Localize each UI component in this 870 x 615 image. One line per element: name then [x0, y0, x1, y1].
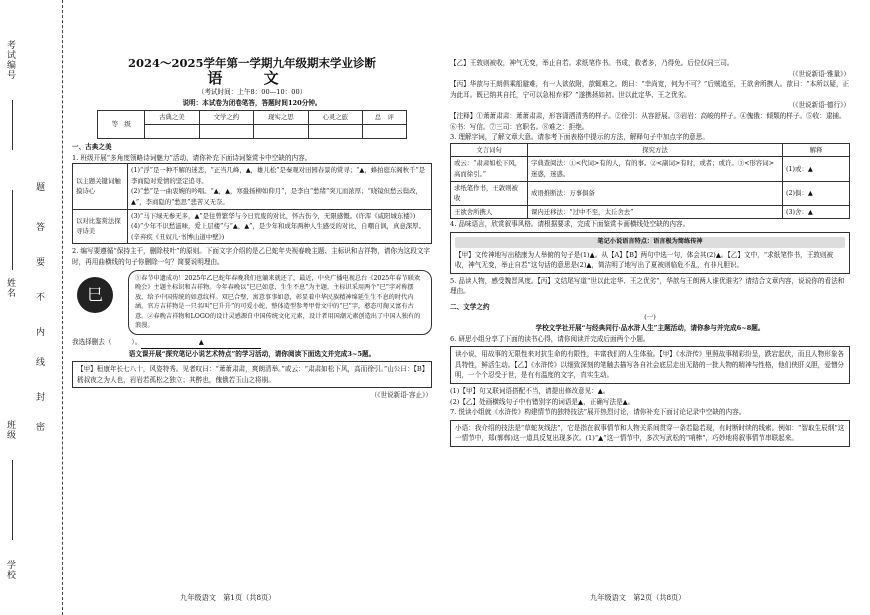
section-2-heading: 二、文学之约	[450, 302, 490, 311]
passage-a: 【甲】桓康年长七八十，风姿特秀。见者叹曰：“萧萧肃肃，爽朗清举。”或云：“肃肃如松下风，高而徐引。”山公曰：【B】嵇叔夜之为人也，岩岩若孤松之独立；其醉也，傀俄若玉山之将崩。	[72, 361, 432, 388]
score-cell[interactable]	[199, 124, 253, 138]
binding-strip	[0, 0, 63, 615]
exam-number-line	[12, 100, 13, 150]
q6-stem: 6. 研思小组分享了下面的读书心得，请你阅读并完成后面两个小题。	[450, 334, 650, 343]
exam-number-label: 考试编号	[5, 40, 15, 80]
q4-card	[450, 232, 850, 274]
passage-c-source: （《世说新语·德行》）	[788, 101, 850, 110]
q7-stem: 7. 悦读小组就《水浒传》构建情节的独特技法”展开热烈讨论，请你补充下面讨论记录中空缺的内容。	[450, 408, 746, 417]
score-col: 现实之思	[254, 111, 308, 125]
page-footer-2: 九年级语文 第2页（共8页）	[590, 593, 686, 602]
q3-phrase: 王欲舍所携人	[451, 205, 528, 219]
exam-notes: 说明：本试卷为闭卷笔答，答题时间120分钟。	[182, 98, 322, 107]
q3-method: 成语推断法：万事俱备	[528, 181, 783, 205]
score-cell[interactable]	[308, 124, 362, 138]
delete-answer-blank[interactable]: ▲	[141, 337, 261, 349]
q4-stem: 4. 品味语言，欣赏叙事风格。请根据要求，完成下面鉴赏卡画横线处空缺的内容。	[450, 220, 690, 229]
q3-phrase: 或云：“肃肃如松下风，高而徐引。”	[451, 157, 528, 181]
score-col: 心灵之旅	[308, 111, 362, 125]
seal-char: 内	[36, 328, 46, 338]
q5-stem: 5. 品读人物，感受魏晋风度。【丙】文结尾写道“世以此定华、王之优劣”，华歆与王朗两人谁优谁劣？请结合文章内容，说说你的看法和理由。	[450, 276, 845, 296]
left-column	[72, 58, 432, 401]
seal-char: 封	[36, 393, 46, 403]
seal-char: 要	[36, 258, 46, 268]
q1-item: (2)“愁”是一曲衷婉的吟唱。“▲，▲，寒蛩扬柳如仰月”，是李白“愁绪”突兀而浓厚；“晓镜但愁云鬓改，▲”，李商隐的“愁思”悲苦又无奈。	[131, 187, 422, 206]
q6-passage: 读小说，用故事的无限性来对抗生命的有限性，丰富我们的人生体验。【甲】《水浒传》里照故事精彩纷呈，跌宕起伏，而且人物形象各具特性，鲜活生动。【乙】《水浒传》以细致深刻的笔触去描写各自社会底层走出无路的一批人物的精神与性格，他们侠肝义胆，爱憎分明，一个个忍受于世，是有有温度的文字，真实生动。	[450, 346, 850, 384]
poster-text: ①春节申遗成功！2025年乙巳蛇年春晚我们也躺来就还了。最近，中央广播电视总台《2025年春节联欢晚会》主题主标识和吉祥物。今年春晚以“巳巳如意，生生不息”为主题，主标识采用两个“巳”字对称摆放，给予中国传统的如意纹样。双巳合璧，寓意事事如意，彰显着中华民族精神绵延生生不息的时代内涵。官方吉祥物是一只名叫“巳升升”的可爱小蛇，整体造型参考甲骨文中的“巳”字，憨态可掬又富有古意。②春晚吉祥物和LOGO的设计灵感源自中国传统文化元素，设计者用国潮元素创造出了中国人独有的浪漫。	[135, 274, 421, 330]
q3-header: 文言词句	[451, 143, 528, 157]
part-one-label: (一)	[644, 313, 656, 322]
q4-card-text: 【甲】文传神地写出嵇康为人举俯的句子是(1)▲。从【A】【B】两句中选一句，体会其(2)▲。【乙】文中，“求纸笔作书，王敦则被收，神气无变，举止自若”这句话的意思是(2)▲，简洁明了地写出了夏被则临危不乱，有非凡胆识。	[455, 250, 834, 270]
spring-festival-poster	[86, 270, 432, 336]
q3-answer-blank[interactable]: (1)或：▲	[783, 157, 850, 181]
school-label: 学校	[5, 560, 15, 580]
snake-mascot-icon: 巳	[77, 277, 113, 313]
passage-b: 【乙】王敦则被收，神气无变，举止自若。求纸笔作书。书成，救者多，乃得免。后位仅同三司。	[450, 59, 734, 67]
right-column	[450, 58, 850, 449]
q1-item: (1)“浮”是一种不解的迷恋，“正当几峰，▲，雄儿松”是秦观对田园春景的赏寻；“▲，蜂拍庭东阁秋千”是李商隐对爱情的坚定追寻。	[131, 166, 426, 185]
score-table	[97, 110, 407, 139]
subject-title: 语 文	[207, 68, 297, 87]
q3-method: 课内迁移法：“过中不至，太丘舍去”	[528, 205, 783, 219]
name-line	[12, 190, 13, 270]
score-col: 文学之约	[199, 111, 253, 125]
score-cell[interactable]	[254, 124, 308, 138]
q1-stem: 1. 班级开展“多角度领略诗词魅力”活动，请你补充下面诗词鉴赏卡中空缺的内容。	[72, 153, 312, 162]
exam-title: 2024～2025学年第一学期九年级期末学业诊断	[127, 56, 376, 70]
q6-sub1[interactable]: (1)【甲】句又联词语搭配不当，请提出修改意见：▲。	[450, 387, 610, 396]
q6-activity: 学校文学社开展“与经典同行·品水浒人生”主题活动，请你参与并完成6~8题。	[535, 324, 765, 333]
q1-row-label: 以主题关键词触摸诗心	[73, 164, 128, 209]
q3-answer-blank[interactable]: (3)舍：▲	[783, 205, 850, 219]
q7-text: 小语：我介绍的技法是“草蛇灰线法”，它是指在叙事情节和人物关系间贯穿一条若隐若现，有时断时续的线索。例如：“智取生辰纲”这一情节中，郑(郸郸)这一道具反复出现多次。(1)“▲”这一情节中，多次写武松的“哨棒”，巧妙地将叙事情节串联起来。	[450, 420, 850, 447]
q3-header: 解释	[783, 143, 850, 157]
page-footer-1: 九年级语文 第1页（共8页）	[180, 593, 276, 602]
q3-stem: 3. 理解字词，了解文章大意。请参考下面表格中提示的方法，解释句子中加点字的意思。	[450, 133, 709, 142]
seal-char: 不	[36, 293, 46, 303]
activity-intro: 语文课开展“探究笔记小说艺术特点”的学习活动，请你阅读下面选文并完成3~5题。	[128, 349, 376, 358]
score-col: 古典之美	[145, 111, 199, 125]
q3-phrase: 求纸笔作书，王敦则被收	[451, 181, 528, 205]
section-1-heading: 一、古典之美	[72, 142, 112, 151]
passage-b-source: （《世说新语·雅量》）	[788, 69, 850, 78]
q1-row-label: 以对比鉴赏法探寻诗美	[73, 209, 128, 244]
q3-answer-blank[interactable]: (2)俱：▲	[783, 181, 850, 205]
q3-table	[450, 143, 850, 220]
seal-char: 密	[36, 423, 46, 433]
score-cell[interactable]	[363, 124, 407, 138]
seal-char: 题	[36, 183, 46, 193]
passage-a-source: （《世说新语·容止》）	[370, 391, 432, 400]
seal-char: 答	[36, 223, 46, 233]
seal-char: 线	[36, 358, 46, 368]
q1-item: (3)“马下绿无参无多，▲”是往曾繁华与今日荒废的对比，怀古伤今，无限感慨。(许浑《咸阳城东楼》)	[131, 211, 416, 220]
q3-method: 字典查阅法：①<代词>有的人，有的事。②<副词>有时，或者；或许。③<形容词>迷惑，迷惑。	[528, 157, 783, 181]
q6-sub2[interactable]: (2)【乙】处画横线句子中有错别字的词语是▲，正确写法是▲。	[450, 397, 635, 406]
delete-prompt: 我选择删去（ ）。	[72, 338, 142, 347]
score-row-label: 等 级	[98, 111, 145, 139]
passage-c: 【丙】华歆与王朗俱乘船避难，有一人欲依附，歆辄难之。朗曰：“幸尚宽，何为不可？”后贼追至，王欲舍所携人。歆曰：“本所以疑，正为此耳。既已纳其自托，宁可以急相弃邪？”遂携拯如初。世以此定华、王之优劣。	[450, 80, 850, 99]
annotations: 【注释】①萧萧肃肃：萧萧肃肃，形容潇洒清秀的样子。②徐引：从容舒展。③岩岩：高峻的样子。④傀俄：倾颓的样子。⑤收：逮捕。⑥书：写信。⑦三司：官职名。⑧难之：拒绝。	[450, 111, 846, 131]
q2-stem: 2. 编写要遵循“保持主干，删除枝叶”的原则。下面文字介绍的是乙巳蛇年央视春晚主题、主标识和吉祥物，请你为这段文字时，再用曲横线的句子你删除一句？简要说明理由。	[72, 247, 431, 266]
name-label: 姓名	[5, 278, 15, 298]
exam-time: （考试时间：上午8：00—10：00）	[197, 88, 307, 97]
score-cell[interactable]	[145, 124, 199, 138]
q4-card-title: 笔记小说语言特点：语言极为简练传神	[455, 237, 845, 248]
q1-table	[72, 163, 432, 244]
score-col: 总 评	[363, 111, 407, 125]
class-line	[12, 460, 13, 540]
class-label: 班级	[5, 420, 15, 440]
q1-item: (4)“少年不识愁滋味，爱上层楼”与“▲，▲”，是少年和成年两种人生感受的对比，自嘲自讽，真意深厚。(辛弃疾《丑奴儿·书博山道中壁》)	[131, 222, 425, 241]
q3-header: 探究方法	[528, 143, 783, 157]
